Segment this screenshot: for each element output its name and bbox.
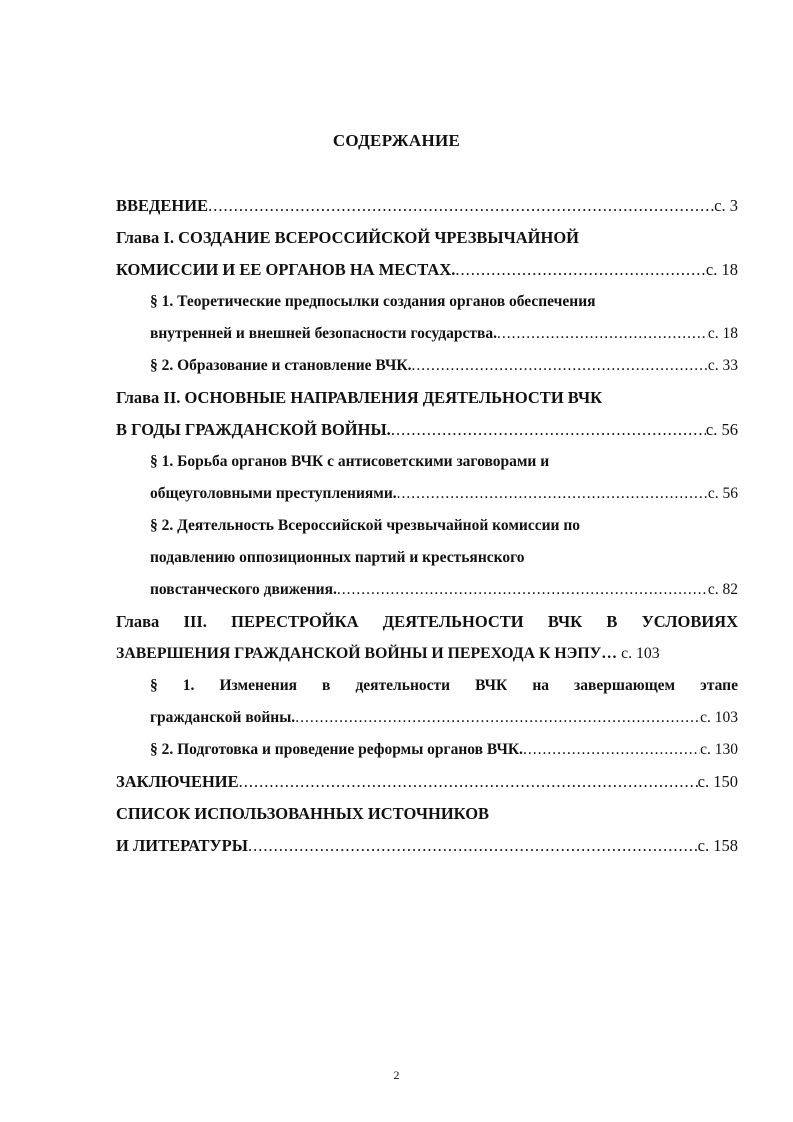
toc-entry-bibliography: [116, 800, 738, 828]
toc-entry-section-3-2: [150, 736, 738, 764]
toc-entry-section-1-1: [150, 288, 738, 316]
toc-page-ref: с. 82: [707, 581, 738, 598]
toc-entry-text: Глава I. СОЗДАНИЕ ВСЕРОССИЙСКОЙ ЧРЕЗВЫЧАЙНОЙ: [116, 228, 579, 247]
toc-page-ref: с. 130: [700, 741, 738, 758]
page-number: 2: [393, 1068, 400, 1082]
toc-leader: [391, 416, 706, 444]
toc-leader: [248, 832, 698, 860]
toc-entry-text: повстанческого движения.: [150, 581, 337, 598]
toc-entry-chapter-3-cont: [116, 640, 738, 668]
toc-entry-section-2-1: [150, 448, 738, 476]
toc-entry-text: ЗАКЛЮЧЕНИЕ: [116, 772, 239, 791]
toc-entry-text: В ГОДЫ ГРАЖДАНСКОЙ ВОЙНЫ.: [116, 420, 391, 439]
toc-entry-introduction: [116, 192, 738, 220]
toc-entry-text: ЗАВЕРШЕНИЯ ГРАЖДАНСКОЙ ВОЙНЫ И ПЕРЕХОДА К НЭПУ…: [116, 645, 618, 662]
toc-entry-text: Глава III. ПЕРЕСТРОЙКА ДЕЯТЕЛЬНОСТИ ВЧК В УСЛОВИЯХ: [116, 612, 738, 631]
toc-entry-section-2-2-cont: [150, 544, 738, 572]
toc-entry-section-2-2-end: [150, 576, 738, 604]
toc-page-ref: с. 56: [707, 485, 738, 502]
toc-leader: [295, 704, 700, 732]
toc-page-ref: с. 18: [705, 260, 738, 279]
toc-leader: [455, 256, 706, 284]
toc-page-ref: с. 103: [621, 645, 660, 662]
toc-entry-section-2-1-cont: [150, 480, 738, 508]
toc-entry-text: ВВЕДЕНИЕ: [116, 196, 209, 215]
toc-entry-chapter-3: [116, 608, 738, 636]
toc-entry-chapter-1: [116, 224, 738, 252]
toc-entry-section-2-2: [150, 512, 738, 540]
toc-entry-text: подавлению оппозиционных партий и крестьянского: [150, 549, 525, 566]
toc-entry-text: § 1. Теоретические предпосылки создания органов обеспечения: [150, 293, 596, 310]
toc-entry-text: § 1. Изменения в деятельности ВЧК на завершающем этапе: [150, 677, 738, 694]
toc-entry-text: § 2. Деятельность Всероссийской чрезвычайной комиссии по: [150, 517, 581, 534]
toc-entry-chapter-2: [116, 384, 738, 412]
toc-entry-bibliography-cont: [116, 832, 738, 860]
toc-entry-text: общеуголовными преступлениями.: [150, 485, 397, 502]
toc-leader: [523, 736, 700, 764]
toc-page-ref: с. 3: [714, 196, 738, 215]
toc-page-ref: с. 56: [705, 420, 738, 439]
toc-entry-text: внутренней и внешней безопасности государства.: [150, 325, 497, 342]
toc-leader: [497, 320, 708, 348]
toc-page-ref: с. 18: [707, 325, 738, 342]
toc-entry-section-1-1-cont: [150, 320, 738, 348]
toc-page-ref: с. 158: [697, 836, 738, 855]
toc-entry-chapter-1-cont: [116, 256, 738, 284]
toc-entry-text: Глава II. ОСНОВНЫЕ НАПРАВЛЕНИЯ ДЕЯТЕЛЬНОСТИ ВЧК: [116, 388, 603, 407]
toc-entry-text: § 2. Подготовка и проведение реформы органов ВЧК.: [150, 741, 523, 758]
toc-leader: [337, 576, 708, 604]
toc-entry-section-1-2: [150, 352, 738, 380]
toc-entry-text: КОМИССИИ И ЕЕ ОРГАНОВ НА МЕСТАХ.: [116, 260, 456, 279]
page-title: СОДЕРЖАНИЕ: [332, 131, 461, 150]
toc-entry-text: СПИСОК ИСПОЛЬЗОВАННЫХ ИСТОЧНИКОВ: [116, 804, 490, 823]
toc-leader: [412, 352, 708, 380]
toc-entry-chapter-2-cont: [116, 416, 738, 444]
toc-leader: [239, 768, 698, 796]
toc-entry-section-3-1-cont: [150, 704, 738, 732]
toc-entry-section-3-1: [150, 672, 738, 700]
toc-leader: [208, 192, 714, 220]
toc-page-ref: с. 150: [697, 772, 738, 791]
toc-entry-conclusion: [116, 768, 738, 796]
toc-entry-text: § 1. Борьба органов ВЧК с антисоветскими заговорами и: [150, 453, 550, 470]
toc-entry-text: § 2. Образование и становление ВЧК.: [150, 357, 412, 374]
toc-page-ref: с. 103: [700, 709, 738, 726]
toc-entry-text: гражданской войны.: [150, 709, 296, 726]
toc-page-ref: с. 33: [707, 357, 738, 374]
toc-leader: [397, 480, 708, 508]
toc-entry-text: И ЛИТЕРАТУРЫ: [116, 836, 248, 855]
